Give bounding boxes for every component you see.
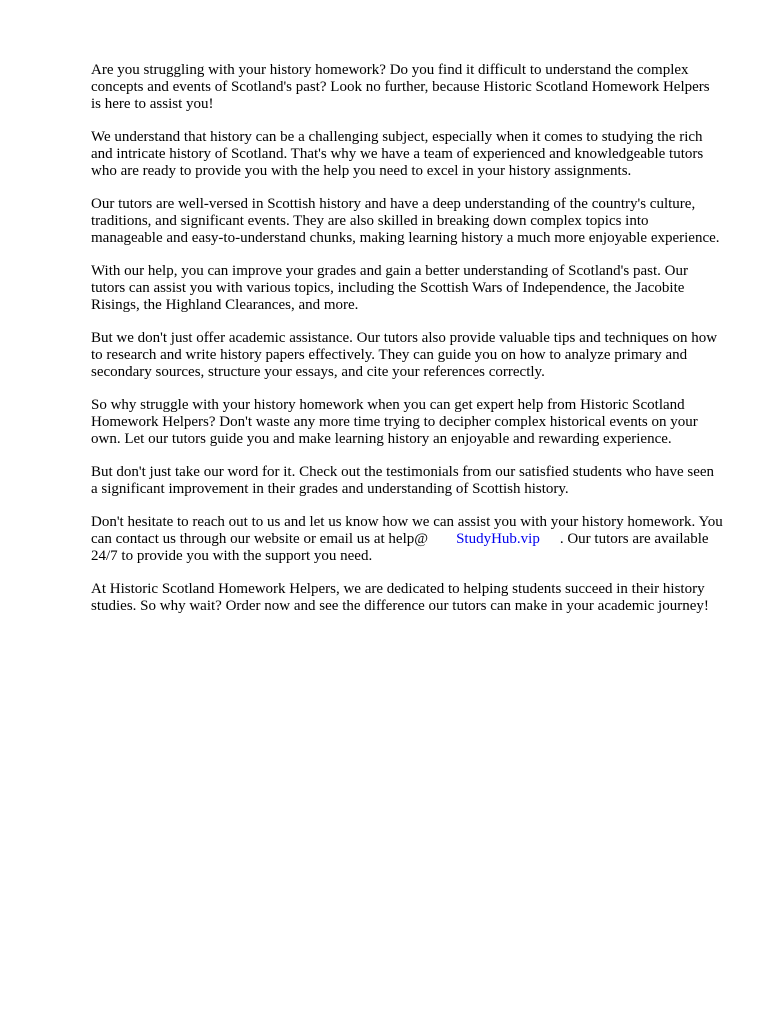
paragraph-topics: With our help, you can improve your grades and gain a better understanding of Scotland's past. Our tutors can assist you with various topics, including the Scottish Wars of Independence, the Jacobite Risings, the Highland Clearances, and more. [91,263,688,313]
paragraph-techniques: But we don't just offer academic assistance. Our tutors also provide valuable tips and techniques on how to research and write history papers effectively. They can guide you on how to analyze primary and secondary sources, structure your essays, and cite your references correctly. [91,330,718,380]
paragraph-expert-help: So why struggle with your history homework when you can get expert help from Historic Scotland Homework Helpers? Don't waste any more time trying to decipher complex historical events on your own. Let our tutors guide you and make learning history an enjoyable and rewarding experience. [91,397,698,447]
document-body [91,62,723,631]
paragraph-tutors: Our tutors are well-versed in Scottish history and have a deep understanding of the country's culture, traditions, and significant events. They are also skilled in breaking down complex topics into manageable and easy-to-understand chunks, making learning history a much more enjoyable experience. [91,196,720,246]
paragraph-challenge: We understand that history can be a challenging subject, especially when it comes to studying the rich and intricate history of Scotland. That's why we have a team of experienced and knowledgeable tutors who are ready to provide you with the help you need to excel in your history assignments. [91,129,704,179]
paragraph-contact [91,514,723,565]
contact-text-after: . Our tutors are available 24/7 to provide you with the support you need. [91,531,709,564]
paragraph-intro: Are you struggling with your history homework? Do you find it difficult to understand the complex concepts and events of Scotland's past? Look no further, because Historic Scotland Homework Helpers is here to assist you! [91,62,710,112]
contact-text-before: Don't hesitate to reach out to us and let us know how we can assist you with your history homework. You can contact us through our website or email us at help@ [91,514,723,547]
paragraph-closing: At Historic Scotland Homework Helpers, we are dedicated to helping students succeed in their history studies. So why wait? Order now and see the difference our tutors can make in your academic journey! [91,581,709,614]
studyhub-link[interactable]: StudyHub.vip [456,531,540,547]
paragraph-testimonials: But don't just take our word for it. Check out the testimonials from our satisfied students who have seen a significant improvement in their grades and understanding of Scottish history. [91,464,715,497]
